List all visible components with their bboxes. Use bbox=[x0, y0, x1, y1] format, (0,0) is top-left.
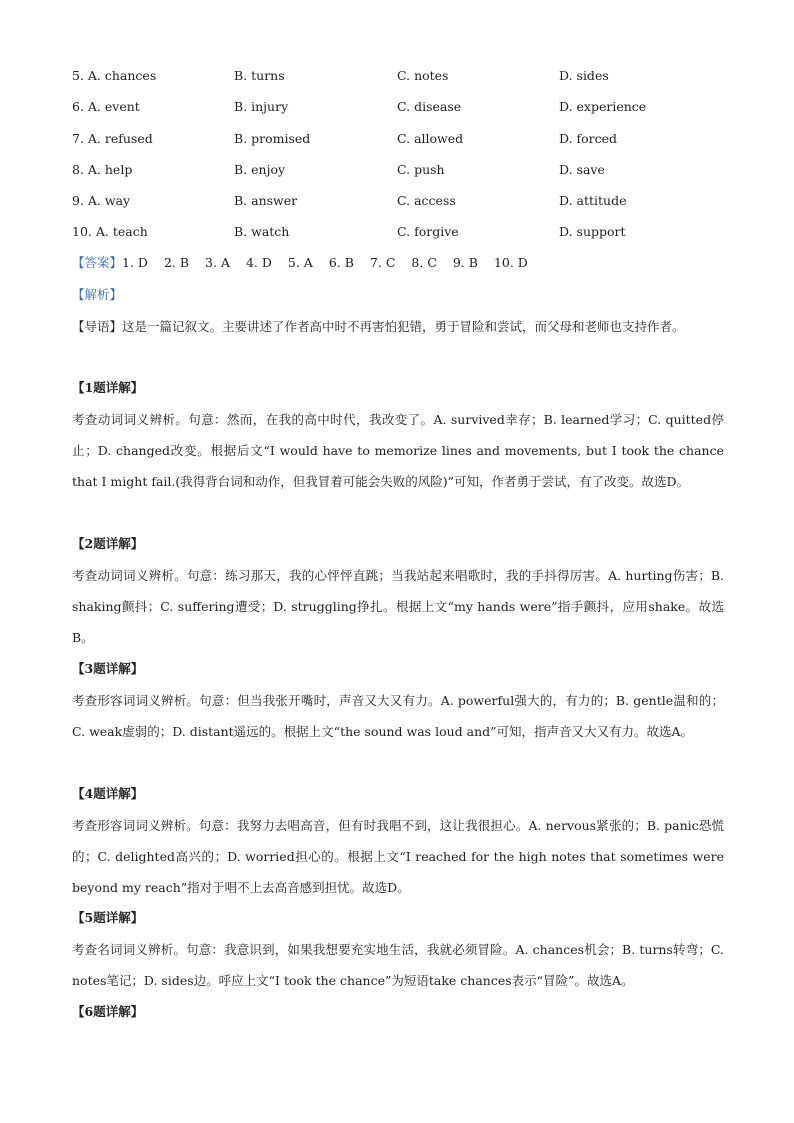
option-a: 9. A. way bbox=[72, 193, 131, 208]
option-b: B. turns bbox=[234, 68, 285, 83]
detail-text-3: 考查形容词词义辨析。句意：但当我张开嘴时，声音又大又有力。A. powerful强大的，有力的；B. gentle温和的；C. weak虚弱的；D. distant遥远的。根据上文“the sound was loud and”可知，指声音又大又有力。故选A。 bbox=[72, 693, 724, 739]
detail-heading-1: 【1题详解】 bbox=[72, 380, 144, 395]
option-c: C. disease bbox=[397, 99, 462, 114]
detail-heading-5: 【5题详解】 bbox=[72, 910, 144, 925]
answer-item: 2. B bbox=[163, 255, 190, 270]
option-a: 6. A. event bbox=[72, 99, 140, 114]
detail-heading-3: 【3题详解】 bbox=[72, 661, 144, 676]
answer-key bbox=[72, 253, 544, 273]
option-d: D. attitude bbox=[559, 193, 627, 208]
detail-text-2: 考查动词词义辨析。句意：练习那天，我的心怦怦直跳；当我站起来唱歌时，我的手抖得厉害。A. hurting伤害；B. shaking颤抖；C. suffering遭受；D. struggling挣扎。根据上文“my hands were”指手颤抖，应用shake。故选B。 bbox=[72, 568, 724, 645]
detail-heading-2: 【2题详解】 bbox=[72, 536, 144, 551]
option-b: B. injury bbox=[234, 99, 289, 114]
option-a: 7. A. refused bbox=[72, 131, 153, 146]
option-row-6 bbox=[72, 97, 732, 117]
option-d: D. forced bbox=[559, 131, 618, 146]
option-b: B. enjoy bbox=[234, 162, 286, 177]
option-c: C. access bbox=[397, 193, 456, 208]
answer-item: 1. D bbox=[122, 255, 148, 270]
detail-text-1: 考查动词词义辨析。句意：然而，在我的高中时代，我改变了。A. survived幸存；B. learned学习；C. quitted停止；D. changed改变。根据后文“I would have to memorize lines and movements, but I took the chance that I might fail.(我得背台词和动作，但我冒着可能会失败的风险)”可知，作者勇于尝试，有了改变。故选D。 bbox=[72, 412, 724, 489]
answer-item: 7. C bbox=[369, 255, 396, 270]
answer-item: 8. C bbox=[411, 255, 437, 270]
answer-item: 3. A bbox=[205, 255, 230, 270]
option-b: B. watch bbox=[234, 224, 290, 239]
answer-item: 9. B bbox=[452, 255, 478, 270]
answer-item: 6. B bbox=[328, 255, 354, 270]
option-d: D. save bbox=[559, 162, 605, 177]
detail-heading-6: 【6题详解】 bbox=[72, 1004, 144, 1019]
option-a: 5. A. chances bbox=[72, 68, 157, 83]
option-row-5 bbox=[72, 66, 732, 86]
option-d: D. support bbox=[559, 224, 626, 239]
detail-text-4: 考查形容词词义辨析。句意：我努力去唱高音，但有时我唱不到，这让我很担心。A. nervous紧张的；B. panic恐慌的；C. delighted高兴的；D. worried担心的。根据上文“I reached for the high notes that sometimes were beyond my reach”指对于唱不上去高音感到担忧。故选D。 bbox=[72, 818, 724, 895]
detail-heading-4: 【4题详解】 bbox=[72, 786, 144, 801]
option-c: C. notes bbox=[397, 68, 449, 83]
option-d: D. sides bbox=[559, 68, 609, 83]
option-b: B. answer bbox=[234, 193, 298, 208]
option-row-10 bbox=[72, 222, 732, 242]
guide-paragraph: 【导语】这是一篇记叙文。主要讲述了作者高中时不再害怕犯错，勇于冒险和尝试，而父母和老师也支持作者。 bbox=[72, 319, 685, 334]
answer-item: 5. A bbox=[287, 255, 313, 270]
option-row-8 bbox=[72, 160, 732, 180]
option-c: C. allowed bbox=[397, 131, 464, 146]
option-c: C. forgive bbox=[397, 224, 459, 239]
answer-label: 【答案】 bbox=[72, 255, 123, 270]
option-row-9 bbox=[72, 191, 732, 211]
option-d: D. experience bbox=[559, 99, 647, 114]
answer-item: 4. D bbox=[245, 255, 272, 270]
option-row-7 bbox=[72, 129, 732, 149]
option-a: 10. A. teach bbox=[72, 224, 148, 239]
answer-item: 10. D bbox=[493, 255, 528, 270]
option-c: C. push bbox=[397, 162, 445, 177]
detail-text-5: 考查名词词义辨析。句意：我意识到，如果我想要充实地生活，我就必须冒险。A. chances机会；B. turns转弯；C. notes笔记；D. sides边。呼应上文“I took the chance”为短语take chances表示“冒险”。故选A。 bbox=[72, 942, 724, 988]
analysis-label: 【解析】 bbox=[72, 287, 123, 302]
option-b: B. promised bbox=[234, 131, 311, 146]
option-a: 8. A. help bbox=[72, 162, 133, 177]
